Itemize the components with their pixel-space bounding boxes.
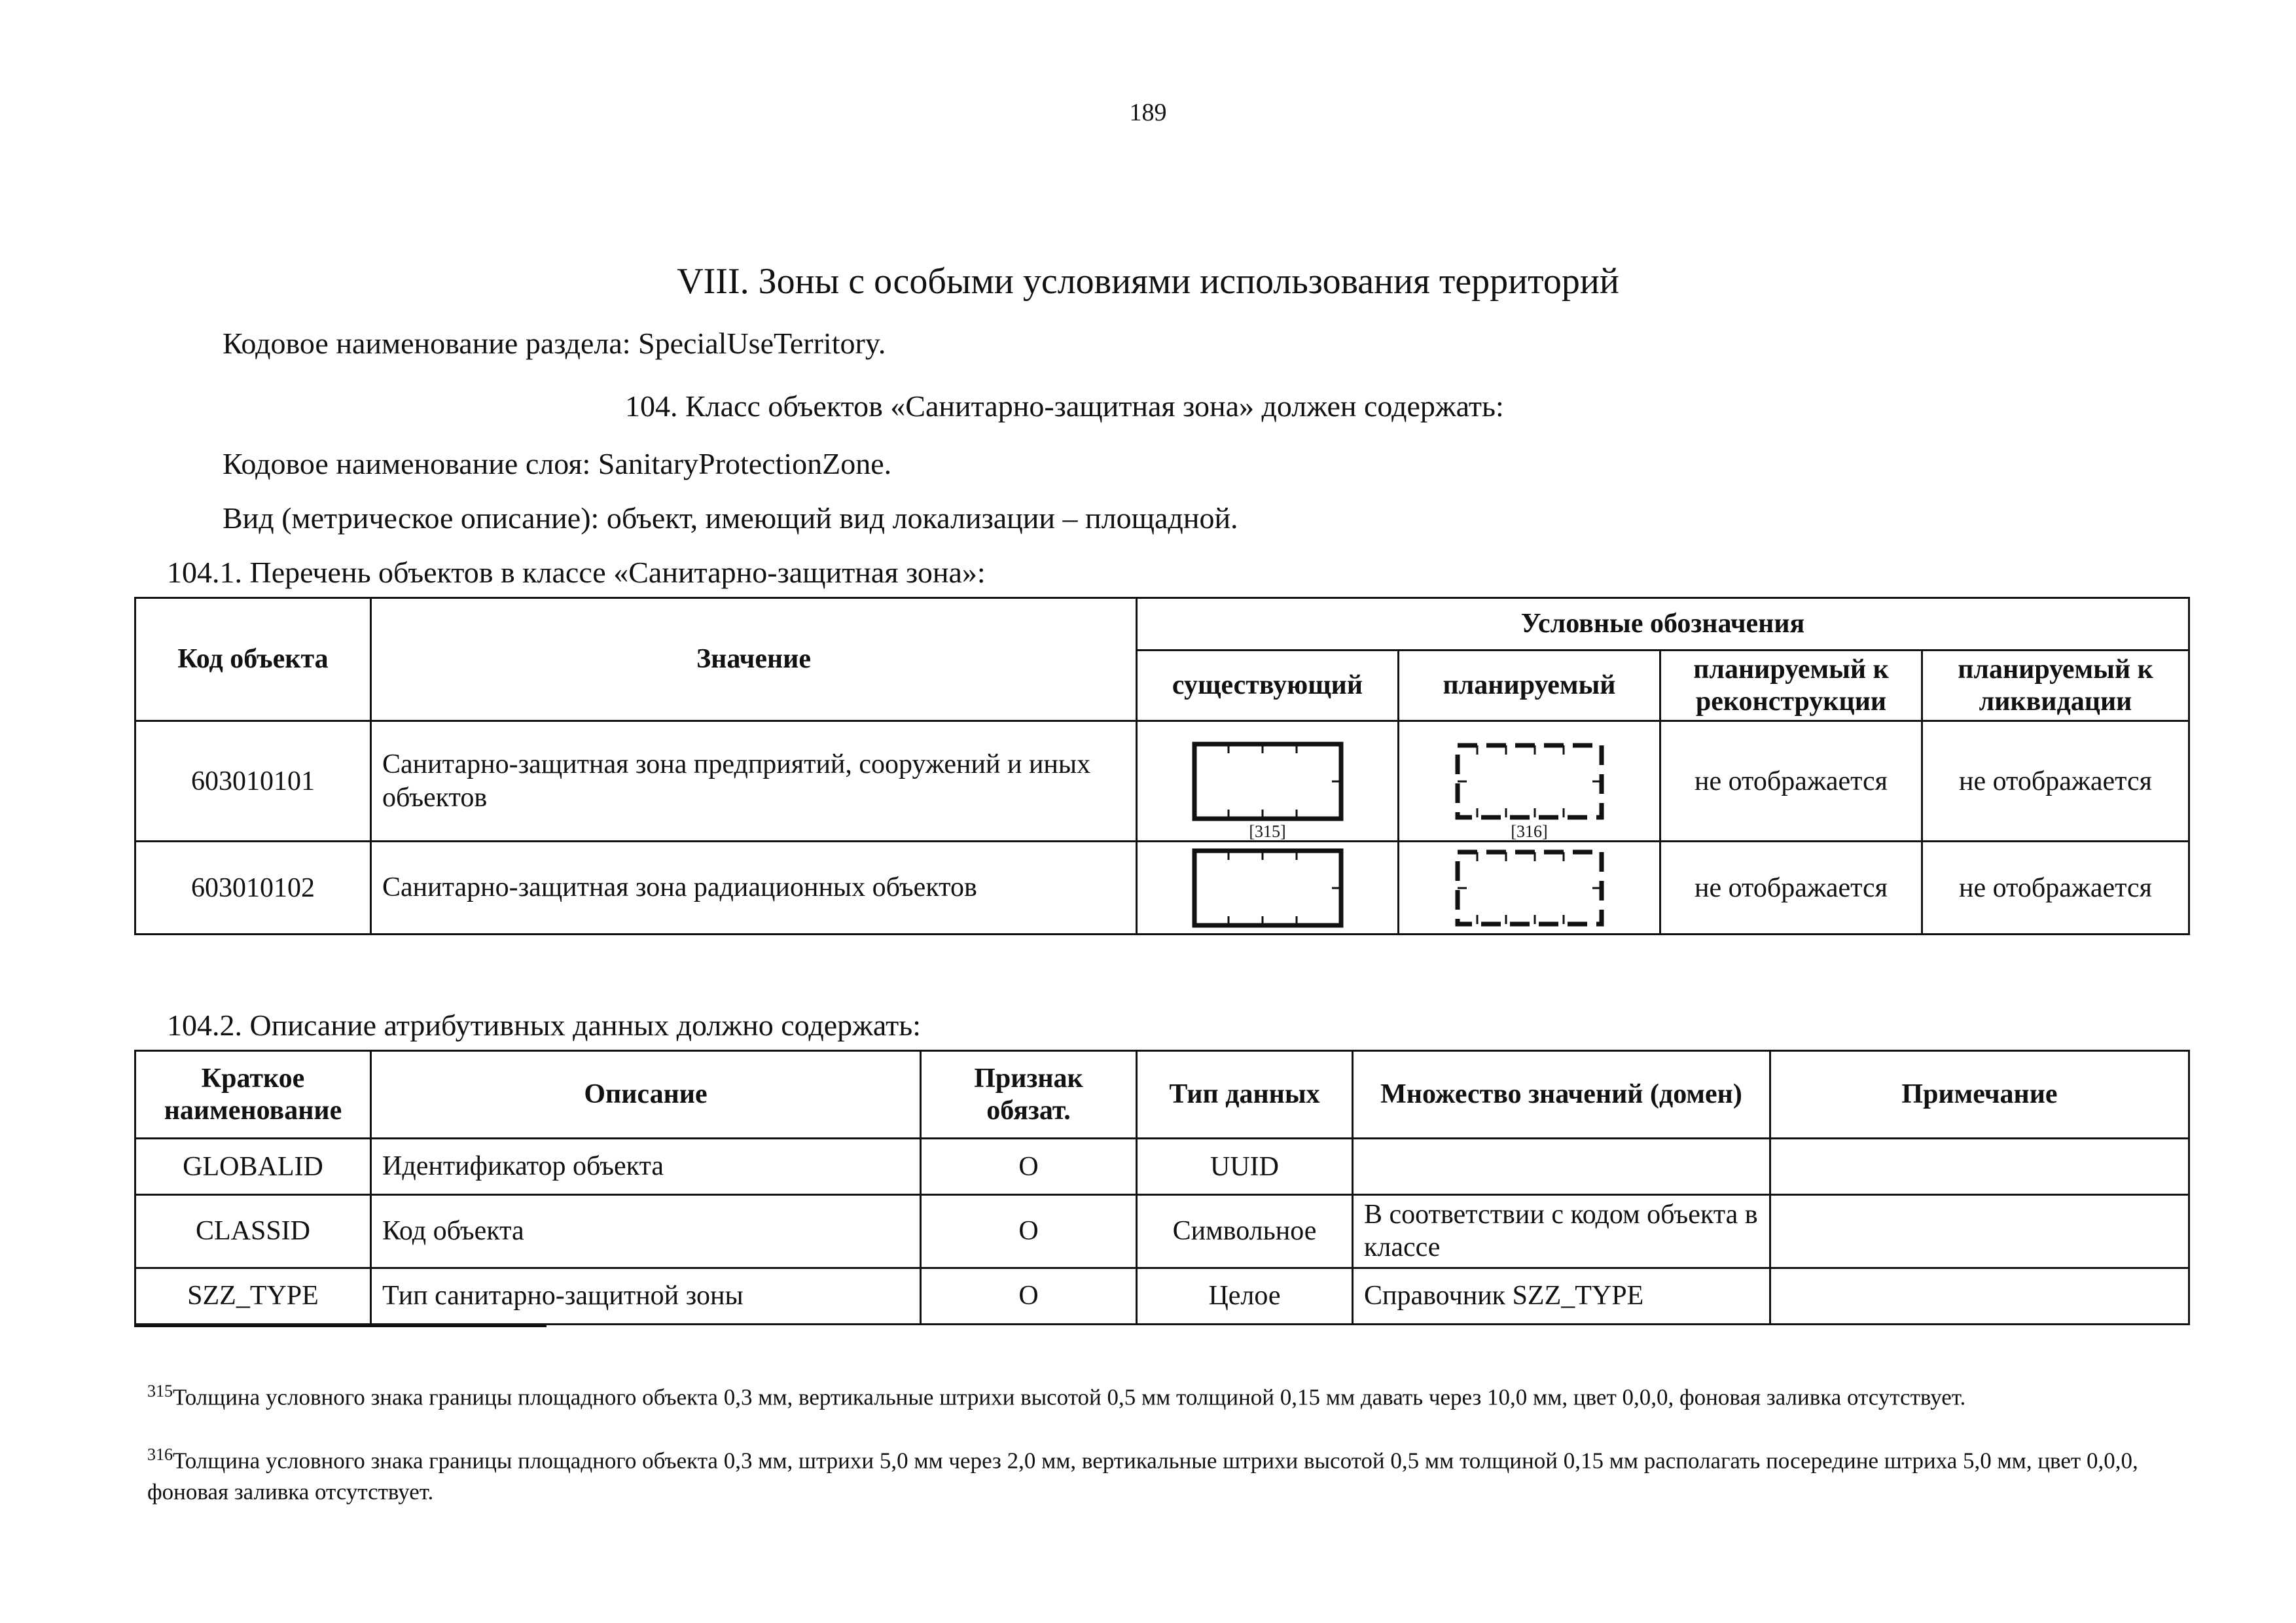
class-heading: 104. Класс объектов «Санитарно-защитная зона» должен содержать: <box>625 389 1504 423</box>
attr-required: О <box>921 1195 1137 1268</box>
header-value: Значение <box>371 598 1137 721</box>
footnote-text: Толщина условного знака границы площадного объекта 0,3 мм, вертикальные штрихи высотой 0,5 мм толщиной 0,15 мм давать через 10,0 мм, цвет 0,0,0, фоновая заливка отсутствует. <box>173 1384 1966 1410</box>
attr-domain: Справочник SZZ_TYPE <box>1353 1268 1770 1324</box>
geometry-type: Вид (метрическое описание): объект, имеющий вид локализации – площадной. <box>223 501 1238 535</box>
header-data-type: Тип данных <box>1137 1051 1353 1139</box>
dashed-boundary-symbol <box>1451 739 1608 824</box>
footnote-number: 316 <box>147 1445 173 1464</box>
table-row <box>135 1195 2189 1268</box>
section-code: Кодовое наименование раздела: SpecialUseTerritory. <box>223 327 886 360</box>
footnote-315 <box>147 1380 2202 1413</box>
section-title: VIII. Зоны с особыми условиями использования территорий <box>677 261 1619 302</box>
solid-boundary-symbol <box>1189 739 1346 824</box>
attr-note <box>1770 1139 2189 1195</box>
attr-domain: В соответствии с кодом объекта в классе <box>1353 1195 1770 1268</box>
page-number: 189 <box>1129 99 1167 126</box>
object-code: 603010101 <box>135 721 371 842</box>
attr-data-type: Целое <box>1137 1268 1353 1324</box>
attr-description: Тип санитарно-защитной зоны <box>371 1268 921 1324</box>
footnote-text: Толщина условного знака границы площадного объекта 0,3 мм, штрихи 5,0 мм через 2,0 мм, вертикальные штрихи высотой 0,5 мм толщиной 0,15 мм располагать посередине штриха 5,0 мм, цвет 0,0,0, фоновая заливка отсутствует. <box>147 1448 2138 1505</box>
attr-short-name: GLOBALID <box>135 1139 371 1195</box>
attr-data-type: UUID <box>1137 1139 1353 1195</box>
object-code: 603010102 <box>135 842 371 935</box>
header-code: Код объекта <box>135 598 371 721</box>
header-description: Описание <box>371 1051 921 1139</box>
reconstruction-value: не отображается <box>1660 842 1922 935</box>
attr-short-name: SZZ_TYPE <box>135 1268 371 1324</box>
attributes-heading: 104.2. Описание атрибутивных данных должно содержать: <box>167 1008 922 1042</box>
reconstruction-value: не отображается <box>1660 721 1922 842</box>
attr-required: О <box>921 1139 1137 1195</box>
attr-data-type: Символьное <box>1137 1195 1353 1268</box>
liquidation-value: не отображается <box>1922 721 2189 842</box>
dashed-boundary-symbol <box>1451 846 1608 931</box>
header-existing: существующий <box>1137 651 1399 721</box>
table-row <box>135 1268 2189 1324</box>
footnote-ref-316: [316] <box>1511 822 1548 841</box>
footnote-number: 315 <box>147 1382 173 1400</box>
liquidation-value: не отображается <box>1922 842 2189 935</box>
attr-note <box>1770 1195 2189 1268</box>
attr-domain <box>1353 1139 1770 1195</box>
table-row <box>135 721 2189 842</box>
header-symbols: Условные обозначения <box>1137 598 2189 651</box>
symbol-existing <box>1137 842 1399 935</box>
object-value: Санитарно-защитная зона предприятий, сооружений и иных объектов <box>371 721 1137 842</box>
header-note: Примечание <box>1770 1051 2189 1139</box>
header-short-name: Краткое наименование <box>135 1051 371 1139</box>
attributes-table <box>134 1050 2190 1325</box>
symbol-planned <box>1399 842 1660 935</box>
header-planned: планируемый <box>1399 651 1660 721</box>
objects-heading: 104.1. Перечень объектов в классе «Санитарно-защитная зона»: <box>167 556 986 589</box>
symbol-existing <box>1137 721 1399 842</box>
header-planned-liquidation: планируемый к ликвидации <box>1922 651 2189 721</box>
symbol-planned <box>1399 721 1660 842</box>
footnote-ref-315: [315] <box>1249 822 1286 841</box>
footnote-316 <box>147 1443 2202 1507</box>
object-value: Санитарно-защитная зона радиационных объектов <box>371 842 1137 935</box>
header-planned-reconstruction: планируемый к реконструкции <box>1660 651 1922 721</box>
attr-description: Код объекта <box>371 1195 921 1268</box>
objects-table <box>134 597 2190 935</box>
footnote-divider <box>134 1325 547 1327</box>
attr-note <box>1770 1268 2189 1324</box>
solid-boundary-symbol <box>1189 846 1346 931</box>
header-required: Признак обязат. <box>921 1051 1137 1139</box>
attr-required: О <box>921 1268 1137 1324</box>
table-row <box>135 1139 2189 1195</box>
header-domain: Множество значений (домен) <box>1353 1051 1770 1139</box>
table-row <box>135 842 2189 935</box>
layer-code: Кодовое наименование слоя: SanitaryProtectionZone. <box>223 447 892 480</box>
attr-short-name: CLASSID <box>135 1195 371 1268</box>
attr-description: Идентификатор объекта <box>371 1139 921 1195</box>
